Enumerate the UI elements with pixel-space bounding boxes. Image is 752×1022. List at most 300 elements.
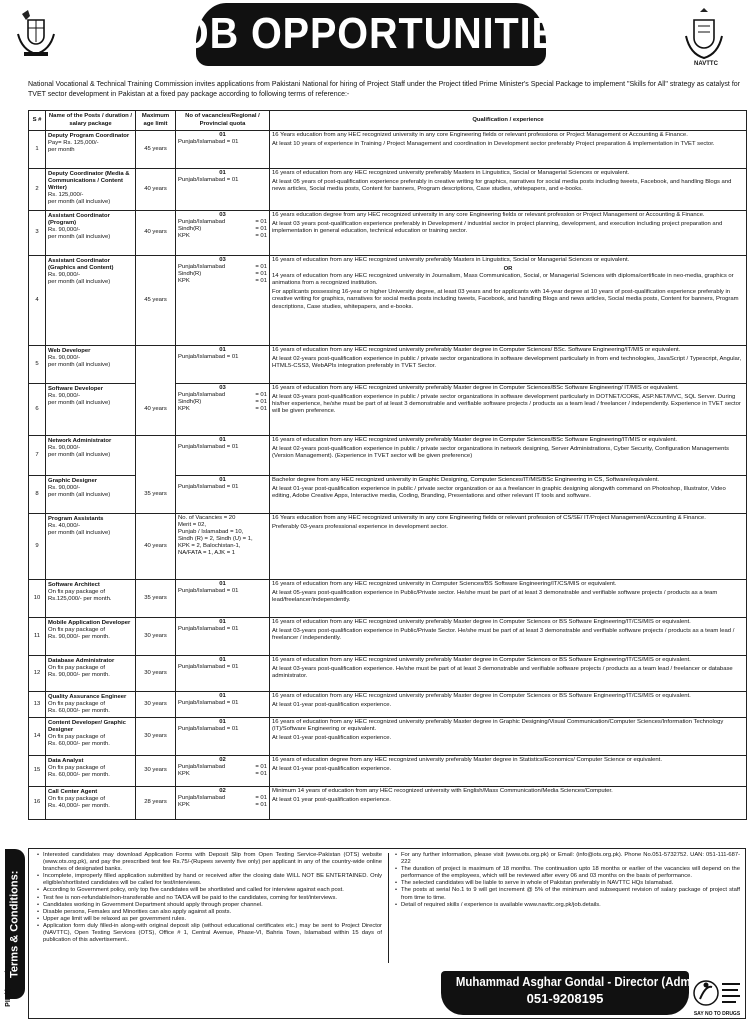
qualification-text: At least 01-year post-qualification experience. bbox=[272, 766, 392, 773]
quota-region: Punjab/Islamabad bbox=[178, 392, 226, 399]
cell-post bbox=[46, 346, 136, 384]
quota-value: = 01 bbox=[255, 219, 267, 226]
table-row bbox=[29, 787, 747, 820]
post-salary-line: per month (all inclusive) bbox=[48, 452, 111, 459]
cell-age: 40 years bbox=[136, 384, 176, 436]
quota-line: Merit = 02, bbox=[178, 522, 206, 529]
cell-sno: 4 bbox=[29, 256, 46, 346]
cell-qualification bbox=[270, 618, 747, 656]
cell-age: 30 years bbox=[136, 618, 176, 656]
table-row bbox=[29, 436, 747, 476]
quota-block bbox=[178, 788, 267, 809]
post-salary bbox=[48, 665, 133, 679]
quota-value: = 01 bbox=[255, 771, 267, 778]
post-salary-line: Pay= Rs. 125,000/- bbox=[48, 140, 99, 147]
cell-post bbox=[46, 514, 136, 580]
terms-item: • The selected candidates will be liable to serve in whole of Pakistan preferably in NAVTTC HQs Islamabad. bbox=[395, 880, 740, 887]
quota-line bbox=[178, 139, 267, 146]
cell-qualification bbox=[270, 384, 747, 436]
header-quota: No of vacancies/Regional / Provincial quota bbox=[176, 111, 270, 131]
post-title: Assistant Coordinator (Program) bbox=[48, 213, 110, 227]
terms-heading: Terms & Conditions: bbox=[8, 870, 21, 978]
cell-post bbox=[46, 436, 136, 476]
cell-qualification bbox=[270, 131, 747, 169]
table-row bbox=[29, 514, 747, 580]
cell-quota bbox=[176, 656, 270, 692]
qualification-text: At least 01-year post-qualification experience. bbox=[272, 702, 392, 709]
quota-value: = 01 bbox=[255, 233, 267, 240]
jobs-table-body bbox=[29, 131, 747, 820]
cell-sno: 8 bbox=[29, 476, 46, 514]
qualification-text: At least 03-years post-qualification experience in Public/Private Sector. He/she must be part of at least 3 demonstrable and verifiable software projects / products as a team lead / freelancer / independently. bbox=[272, 628, 735, 642]
quota-count: 03 bbox=[219, 212, 226, 218]
quota-line bbox=[178, 271, 267, 278]
quota-value: = 01 bbox=[255, 226, 267, 233]
post-salary bbox=[48, 589, 133, 603]
cell-sno: 14 bbox=[29, 718, 46, 756]
qualification-text: 16 years of education from any HEC recognized university preferably Master degree in Graphic Designing/Visual Communication/Computer Sciences/Information Technology (IT)/Software Engineering or equivalent. bbox=[272, 719, 724, 733]
quota-line: KPK = 2, Balochistan-1, bbox=[178, 543, 241, 550]
quota-block bbox=[178, 477, 267, 491]
cell-post bbox=[46, 131, 136, 169]
post-salary bbox=[48, 734, 133, 748]
post-salary bbox=[48, 523, 133, 537]
post-title: Mobile Application Developer bbox=[48, 620, 131, 626]
quota-block bbox=[178, 257, 267, 285]
post-salary-line: per month (all inclusive) bbox=[48, 234, 111, 241]
cell-sno: 10 bbox=[29, 580, 46, 618]
cell-post bbox=[46, 169, 136, 211]
cell-sno: 1 bbox=[29, 131, 46, 169]
terms-item: • Detail of required skills / experience is available www.navttc.org.pk/job.details. bbox=[395, 902, 740, 909]
qualification-text: Preferably 03-years professional experience in development sector. bbox=[272, 524, 448, 531]
cell-qualification bbox=[270, 476, 747, 514]
quota-line bbox=[178, 700, 267, 707]
quota-region: Punjab/Islamabad = 01 bbox=[178, 444, 239, 451]
quota-region: Punjab/Islamabad bbox=[178, 764, 226, 771]
qualification-text: 16 years of education from any HEC recognized university preferably Master degree in Computer Sciences/BSc Software Engineering/ IT/MIS or equivalent. bbox=[272, 385, 679, 391]
cell-qualification bbox=[270, 169, 747, 211]
quota-count: 01 bbox=[219, 132, 226, 138]
quota-block bbox=[178, 212, 267, 240]
cell-qualification bbox=[270, 211, 747, 256]
cell-quota bbox=[176, 618, 270, 656]
cell-qualification bbox=[270, 718, 747, 756]
cell-sno: 16 bbox=[29, 787, 46, 820]
cell-qualification bbox=[270, 346, 747, 384]
cell-quota bbox=[176, 692, 270, 718]
cell-quota bbox=[176, 131, 270, 169]
cell-post bbox=[46, 718, 136, 756]
post-salary bbox=[48, 485, 133, 499]
title-banner bbox=[155, 3, 587, 66]
qualification-text: At least 05 years of post-qualification experience preferably in creative writing for graphics, narratives for social media posts including tweets, Facebook, and handling Blogs and news articles, Social media posts, Content for banners, Program descriptions, Case studies, whitepapers, and e-books. bbox=[272, 179, 732, 193]
post-title: Data Analyst bbox=[48, 758, 84, 764]
pakistan-emblem-icon bbox=[14, 6, 58, 62]
qualification-text: At least 01 year post-qualification experience. bbox=[272, 797, 391, 804]
quota-line: NA/FATA = 1, AJK = 1 bbox=[178, 550, 236, 557]
quota-line bbox=[178, 177, 267, 184]
qualification-text: At least 02-years post-qualification experience in public / private sector organizations in software development particularly in from end technologies, JavaScript / Typescript, Angular, HTML5-CSS3, WebAPIs integration preferably in TVET Sector. bbox=[272, 356, 742, 370]
post-title: Software Architect bbox=[48, 582, 100, 588]
quota-count: 01 bbox=[219, 437, 226, 443]
post-salary-line: Rs.125,000/- per month. bbox=[48, 596, 112, 603]
quota-count: 01 bbox=[219, 581, 226, 587]
post-salary-line: Rs. 40,000/- per month. bbox=[48, 803, 110, 810]
quota-count: 01 bbox=[219, 477, 226, 483]
qualification-text: At least 10 years of experience in Training / Project Management and coordination in Development sector preferably Project preparation & implementation in TVET sector. bbox=[272, 141, 715, 148]
quota-block bbox=[178, 437, 267, 451]
quota-region: KPK bbox=[178, 802, 190, 809]
quota-region: Punjab/Islamabad bbox=[178, 219, 226, 226]
post-salary bbox=[48, 192, 133, 206]
cell-age: 40 years bbox=[136, 514, 176, 580]
terms-item: • Upper age limit will be relaxed as per government rules. bbox=[37, 916, 382, 923]
post-salary-line: On fix pay package of bbox=[48, 765, 105, 772]
cell-age: 30 years bbox=[136, 692, 176, 718]
table-row bbox=[29, 476, 747, 514]
post-title: Graphic Designer bbox=[48, 478, 98, 484]
cell-sno: 13 bbox=[29, 692, 46, 718]
pid-number bbox=[2, 955, 16, 1015]
post-salary-line: Rs. 90,000/- bbox=[48, 393, 81, 400]
cell-sno: 7 bbox=[29, 436, 46, 476]
quota-count: 02 bbox=[219, 788, 226, 794]
post-title: Assistant Coordinator (Graphics and Content) bbox=[48, 258, 114, 272]
cell-post bbox=[46, 787, 136, 820]
quota-value: = 01 bbox=[255, 264, 267, 271]
cell-quota bbox=[176, 384, 270, 436]
post-salary bbox=[48, 796, 133, 810]
post-title: Network Administrator bbox=[48, 438, 112, 444]
quota-region: Punjab/Islamabad bbox=[178, 795, 226, 802]
quota-value: = 01 bbox=[255, 399, 267, 406]
cell-qualification bbox=[270, 514, 747, 580]
navttc-label: NAVTTC bbox=[694, 61, 718, 67]
quota-value: = 01 bbox=[255, 271, 267, 278]
header-qualification: Qualification / experience bbox=[270, 111, 747, 131]
post-salary-line: per month (all inclusive) bbox=[48, 530, 111, 537]
table-row bbox=[29, 580, 747, 618]
cell-post bbox=[46, 256, 136, 346]
terms-item: • Candidates working in Government Department should apply through proper channel. bbox=[37, 902, 382, 909]
cell-quota bbox=[176, 476, 270, 514]
table-header-row bbox=[29, 111, 747, 131]
navttc-logo-icon bbox=[682, 6, 726, 62]
qualification-text: 16 years of education from any HEC recognized university in Computer Sciences/BS Software Engineering/IT/CS/MIS or equivalent. bbox=[272, 581, 617, 587]
quota-count: 01 bbox=[219, 719, 226, 725]
quota-region: KPK bbox=[178, 771, 190, 778]
post-salary-line: Rs. 125,000/- bbox=[48, 192, 84, 199]
say-no-to-drugs-logo-icon bbox=[692, 975, 742, 1015]
quota-block bbox=[178, 385, 267, 413]
header-age: Maximum age limit bbox=[136, 111, 176, 131]
qualification-text: 16 years of education degree from any HEC recognized university preferably Master degree in Statistics/Economics/ Computer Science or equivalent. bbox=[272, 757, 662, 763]
post-title: Web Developer bbox=[48, 348, 91, 354]
header bbox=[0, 0, 752, 76]
quota-region: KPK bbox=[178, 406, 190, 413]
quota-region: KPK bbox=[178, 278, 190, 285]
post-salary-line: Rs. 90,000/- bbox=[48, 355, 81, 362]
jobs-table bbox=[28, 110, 747, 820]
table-row bbox=[29, 692, 747, 718]
qualification-or: OR bbox=[503, 266, 513, 273]
qualification-text: 16 years education degree from any HEC recognized university in any core Engineering fields or relevant profession or Project Management or Accounting & Finance. bbox=[272, 212, 705, 218]
cell-sno: 15 bbox=[29, 756, 46, 787]
quota-count: 01 bbox=[219, 657, 226, 663]
cell-post bbox=[46, 211, 136, 256]
intro-paragraph: National Vocational & Technical Training Commission invites applications from Pakistani National for hiring of Project Staff under the Project titled Prime Minister's Special Package to implement "Skills for All" strategy as catalyst for TVET sector development in Pakistan at a fixed pay package according to following terms of reference:- bbox=[28, 81, 740, 98]
post-salary bbox=[48, 393, 133, 407]
terms-item: • Disable persons, Females and Minorities can also apply against all posts. bbox=[37, 909, 382, 916]
quota-line bbox=[178, 795, 267, 802]
post-title: Quality Assurance Engineer bbox=[48, 694, 127, 700]
table-row bbox=[29, 384, 747, 436]
quota-region: Sindh(R) bbox=[178, 271, 202, 278]
post-salary-line: On fix pay package of bbox=[48, 734, 105, 741]
cell-age: 28 years bbox=[136, 787, 176, 820]
cell-qualification bbox=[270, 692, 747, 718]
qualification-text: At least 03-years post-qualification experience. He/she must be part of at least 3 demonstrable and verifiable software projects / products as a team lead / freelancer or database administrator. bbox=[272, 666, 733, 680]
quota-count: 03 bbox=[219, 385, 226, 391]
post-salary-line: Rs. 60,000/- per month. bbox=[48, 741, 110, 748]
post-title: Program Assistants bbox=[48, 516, 104, 522]
post-salary-line: Rs. 90,000/- bbox=[48, 227, 81, 234]
terms-divider bbox=[388, 853, 389, 963]
cell-sno: 11 bbox=[29, 618, 46, 656]
cell-quota bbox=[176, 718, 270, 756]
terms-item: • The posts at serial No.1 to 9 will get increment @ 5% of the minimum and subsequent revision of salary package of project staff from time to time. bbox=[395, 887, 740, 901]
table-row bbox=[29, 131, 747, 169]
post-salary bbox=[48, 272, 133, 286]
post-salary-line: On fix pay package of bbox=[48, 701, 105, 708]
quota-region: Punjab/Islamabad bbox=[178, 264, 226, 271]
qualification-text: At least 03 years post-qualification experience preferably in Development / industrial sector in project planning, development, and execution including project preparation and implementation in general education, technical education or training sector. bbox=[272, 221, 723, 235]
quota-line: Punjab / Islamabad = 10, bbox=[178, 529, 244, 536]
director-name: Muhammad Asghar Gondal - Director (Admn) bbox=[455, 974, 702, 989]
quota-region: Punjab/Islamabad = 01 bbox=[178, 726, 239, 733]
post-salary-line: Rs. 60,000/- per month. bbox=[48, 708, 110, 715]
cell-qualification bbox=[270, 756, 747, 787]
qualification-text: At least 01-year post-qualification experience. bbox=[272, 735, 392, 742]
post-salary-line: Rs. 60,000/- per month. bbox=[48, 772, 110, 779]
cell-post bbox=[46, 692, 136, 718]
qualification-text: 16 Years education from any HEC recognized university in any core Engineering fields or relevant professions or Project Management or Accounting & Finance. bbox=[272, 132, 688, 138]
cell-quota bbox=[176, 514, 270, 580]
cell-quota bbox=[176, 436, 270, 476]
quota-line bbox=[178, 771, 267, 778]
qualification-text: At least 01-year post-qualification experience in public / private sector organization or as a freelancer in graphic designing alongwith command on Photoshop, Illustrator, Video editing, Adobe Creative Apps, Interactive media, Coding, Branding, Presentations and other relevant IT tools and software. bbox=[272, 486, 726, 500]
terms-item: • According to Government policy, only top five candidates will be shortlisted and called for interview against each post. bbox=[37, 887, 382, 894]
quota-value: = 01 bbox=[255, 392, 267, 399]
quota-line bbox=[178, 354, 267, 361]
post-salary bbox=[48, 227, 133, 241]
cell-age: 30 years bbox=[136, 656, 176, 692]
cell-post bbox=[46, 756, 136, 787]
quota-line bbox=[178, 484, 267, 491]
post-title: Deputy Coordinator (Media & Communications / Content Writer) bbox=[48, 171, 130, 192]
quota-line bbox=[178, 726, 267, 733]
quota-line bbox=[178, 392, 267, 399]
quota-count: 02 bbox=[219, 757, 226, 763]
cell-sno: 2 bbox=[29, 169, 46, 211]
quota-block bbox=[178, 657, 267, 671]
quota-line: Sindh (R) = 2, Sindh (U) = 1, bbox=[178, 536, 253, 543]
quota-region: Punjab/Islamabad = 01 bbox=[178, 626, 239, 633]
qualification-text: 16 years of education from any HEC recognized university preferably Masters in Linguistics, Social or Managerial Sciences or equivalent. bbox=[272, 257, 630, 263]
cell-quota bbox=[176, 787, 270, 820]
cell-sno: 6 bbox=[29, 384, 46, 436]
post-title: Call Center Agent bbox=[48, 789, 98, 795]
terms-item: • For any further information, please visit (www.ots.org.pk) or Email: (info@ots.org.pk). Phone No.051-5732752. UAN: 051-111-687-222 bbox=[395, 852, 740, 866]
qualification-text: At least 02-years post-qualification experience in public / private sector organizations in network designing, Server Administrations, Cyber Security, Configuration Managements (Version Management). (Experience in TVET sector will be given preference) bbox=[272, 446, 729, 460]
post-salary-line: On fix pay package of bbox=[48, 796, 105, 803]
post-salary-line: On fix pay package of bbox=[48, 665, 105, 672]
quota-line bbox=[178, 406, 267, 413]
cell-sno: 5 bbox=[29, 346, 46, 384]
cell-quota bbox=[176, 346, 270, 384]
cell-post bbox=[46, 384, 136, 436]
post-salary-line: On fix pay package of bbox=[48, 627, 105, 634]
quota-block bbox=[178, 581, 267, 595]
cell-qualification bbox=[270, 580, 747, 618]
quota-line bbox=[178, 444, 267, 451]
qualification-text: 16 years of education from any HEC recognized university preferably Master degree in Computer Sciences/BSc Software Engineering/IT/MIS or equivalent. bbox=[272, 437, 678, 443]
cell-quota bbox=[176, 211, 270, 256]
cell-age: 40 years bbox=[136, 211, 176, 256]
quota-value: = 01 bbox=[255, 764, 267, 771]
quota-line bbox=[178, 264, 267, 271]
qualification-text: 14 years of education from any HEC recognized university in Journalism, Mass Communication, Social, or Managerial Sciences with diploma/certificate in neo-media, graphics or animations from a recognized institution. bbox=[272, 273, 734, 287]
cell-sno: 12 bbox=[29, 656, 46, 692]
qualification-text: Bachelor degree from any HEC recognized university in Graphic Designing, Computer Sciences/IT/MIS/BSc Engineering in CS, Software/equivalent. bbox=[272, 477, 660, 483]
cell-qualification bbox=[270, 256, 747, 346]
cell-age: 40 years bbox=[136, 169, 176, 211]
header-post: Name of the Posts / duration / salary package bbox=[46, 111, 136, 131]
cell-age bbox=[136, 346, 176, 384]
post-title: Deputy Program Coordinator bbox=[48, 133, 130, 139]
table-row bbox=[29, 718, 747, 756]
post-title: Database Administrator bbox=[48, 658, 115, 664]
terms-item: • Application form duly filled-in along-with original deposit slip (without educational certificates etc.) may be sent to Project Director (NAVTTC), Open Testing Services (OTS), Office # 1, Central Avenue, Phase-VI, Bahria Town, Islamabad within 15 days of publication of this advertisement.. bbox=[37, 923, 382, 944]
cell-quota bbox=[176, 756, 270, 787]
terms-right-column bbox=[395, 852, 740, 909]
terms-item: • Incomplete, improperly filled application submitted by hand or received after the closing date WILL NOT BE ENTERTAINED. Only eligible/shortlisted candidates will be called for test/interviews. bbox=[37, 873, 382, 887]
cell-quota bbox=[176, 580, 270, 618]
table-row bbox=[29, 618, 747, 656]
table-row bbox=[29, 256, 747, 346]
post-salary bbox=[48, 765, 133, 779]
quota-count: 01 bbox=[219, 347, 226, 353]
post-salary-line: On fix pay package of bbox=[48, 589, 105, 596]
qualification-text: 16 years of education from any HEC recognized university preferably Master degree in Computer Sciences/ BSc. Software Engineering/IT/MIS or equivalent. bbox=[272, 347, 681, 353]
table-row bbox=[29, 756, 747, 787]
post-title: Software Developer bbox=[48, 386, 103, 392]
quota-line bbox=[178, 226, 267, 233]
post-salary-line: Rs. 90,000/- bbox=[48, 445, 81, 452]
pid-label: PID(I)3195/19 bbox=[4, 963, 12, 1007]
quota-value: = 01 bbox=[255, 795, 267, 802]
quota-block bbox=[178, 515, 267, 558]
say-no-to-drugs-label: SAY NO TO DRUGS bbox=[693, 1011, 741, 1017]
cell-qualification bbox=[270, 656, 747, 692]
post-salary-line: Rs. 90,000/- bbox=[48, 272, 81, 279]
terms-item: • The duration of project is maximum of 18 months. The continuation upto 18 months or earlier of the vacancies will depend on the performance of the employees, which will be reviewed after every 06 and 03 months on the basis of performance. bbox=[395, 866, 740, 880]
cell-age: 30 years bbox=[136, 718, 176, 756]
quota-region: Punjab/Islamabad = 01 bbox=[178, 700, 239, 707]
cell-sno: 9 bbox=[29, 514, 46, 580]
qualification-text: At least 03-years post-qualification experience in public / private sector organizations in software development particularly in DOTNET/CORE, ASP.NET/MVC, SQL Server. During his/her experience, he/she must be part of at least 3 demonstrable and verifiable software projects / products as a team lead / freelancer / independently. Experience in TVET sector will be given preference. bbox=[272, 394, 741, 415]
quota-region: KPK bbox=[178, 233, 190, 240]
director-phone: 051-9208195 bbox=[526, 990, 604, 1006]
table-row bbox=[29, 346, 747, 384]
table-row bbox=[29, 211, 747, 256]
quota-block bbox=[178, 693, 267, 707]
quota-region: Punjab/Islamabad = 01 bbox=[178, 139, 239, 146]
cell-sno: 3 bbox=[29, 211, 46, 256]
quota-line bbox=[178, 278, 267, 285]
cell-quota bbox=[176, 169, 270, 211]
cell-age: 30 years bbox=[136, 756, 176, 787]
terms-item: • Interested candidates may download Application Forms with Deposit Slip from Open Testing Service-Pakistan (OTS) website (www.ots.org.pk), and pay the prescribed test fee Rs.75/-(Rupees seventy five only) per applicant in any of the country-wide online branches of designated banks. bbox=[37, 852, 382, 873]
quota-region: Punjab/Islamabad = 01 bbox=[178, 354, 239, 361]
terms-item: • Test fee is non-refundable/non-transferable and no TA/DA will be paid to the candidates, coming for test/interviews. bbox=[37, 895, 382, 902]
cell-qualification bbox=[270, 787, 747, 820]
qualification-text: 16 years of education from any HEC recognized university preferably Master degree in Computer Sciences or BS Software Engineering/IT/CS/MIS or equivalent. bbox=[272, 693, 691, 699]
cell-age: 45 years bbox=[136, 256, 176, 346]
post-salary bbox=[48, 355, 133, 369]
cell-age: 45 years bbox=[136, 131, 176, 169]
cell-age bbox=[136, 436, 176, 476]
quota-block bbox=[178, 719, 267, 733]
quota-region: Sindh(R) bbox=[178, 226, 202, 233]
qualification-text: 16 years of education from any HEC recognized university preferably Master degree in Computer Sciences or BS Software Engineering/IT/CS/MIS or equivalent. bbox=[272, 657, 691, 663]
qualification-text: 16 years of education from any HEC recognized university preferably Master degree in Computer Sciences or BS Software Engineering/IT/CS/MIS or equivalent. bbox=[272, 619, 691, 625]
post-title: Content Developer/ Graphic Designer bbox=[48, 720, 126, 734]
quota-region: Punjab/Islamabad = 01 bbox=[178, 484, 239, 491]
terms-left-column bbox=[37, 852, 382, 944]
cell-age: 35 years bbox=[136, 476, 176, 514]
cell-post bbox=[46, 476, 136, 514]
post-salary-line: per month (all inclusive) bbox=[48, 279, 111, 286]
post-salary-line: per month (all inclusive) bbox=[48, 199, 111, 206]
post-salary-line: per month bbox=[48, 147, 75, 154]
table-row bbox=[29, 169, 747, 211]
cell-qualification bbox=[270, 436, 747, 476]
cell-age: 35 years bbox=[136, 580, 176, 618]
quota-block bbox=[178, 619, 267, 633]
qualification-text: Minimum 14 years of education from any HEC recognized university with English/Mass Communication/Media Sciences/Computer. bbox=[272, 788, 613, 794]
cell-post bbox=[46, 580, 136, 618]
quota-block bbox=[178, 132, 267, 146]
quota-line bbox=[178, 399, 267, 406]
quota-block bbox=[178, 170, 267, 184]
post-salary bbox=[48, 701, 133, 715]
quota-value: = 01 bbox=[255, 406, 267, 413]
post-salary-line: per month (all inclusive) bbox=[48, 362, 111, 369]
quota-block bbox=[178, 757, 267, 778]
quota-region: Punjab/Islamabad = 01 bbox=[178, 664, 239, 671]
quota-value: = 01 bbox=[255, 278, 267, 285]
quota-line bbox=[178, 233, 267, 240]
quota-line bbox=[178, 764, 267, 771]
quota-region: Punjab/Islamabad = 01 bbox=[178, 588, 239, 595]
cell-quota bbox=[176, 256, 270, 346]
quota-region: Sindh(R) bbox=[178, 399, 202, 406]
qualification-text: 16 Years education from any HEC recognized university in any core Engineering fields or relevant profession of CS/SE/ IT/Project Management/Accounting & Finance. bbox=[272, 515, 706, 521]
table-row bbox=[29, 656, 747, 692]
cell-post bbox=[46, 656, 136, 692]
